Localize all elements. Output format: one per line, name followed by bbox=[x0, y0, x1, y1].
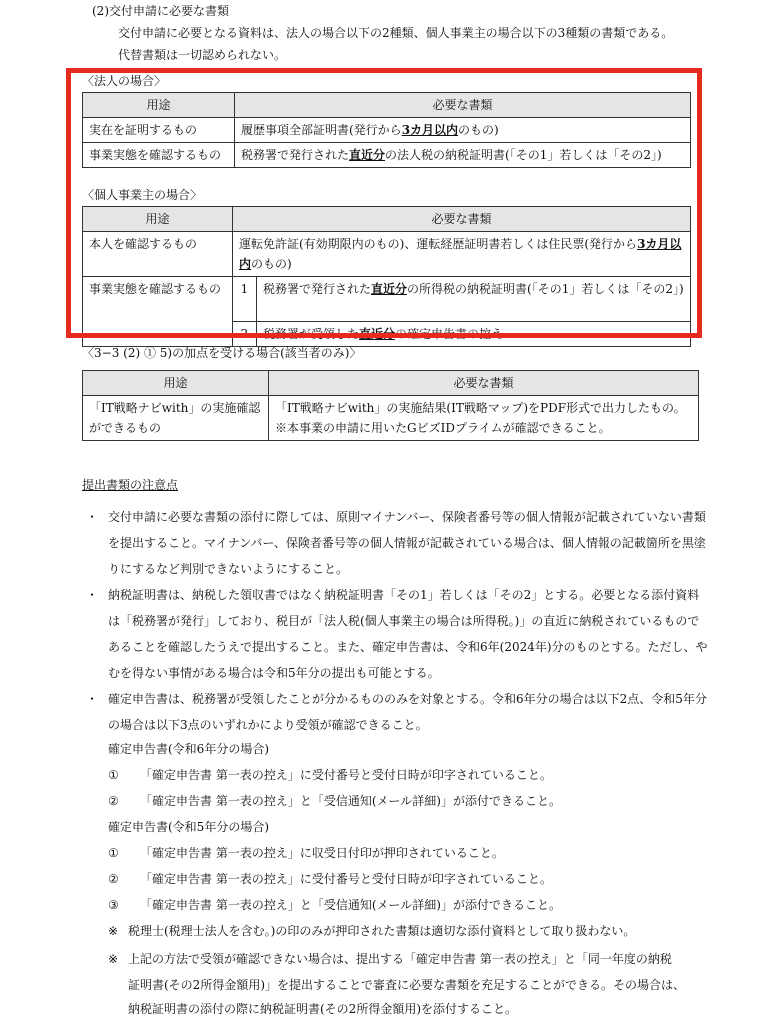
table-cell: 事業実態を確認するもの bbox=[83, 143, 235, 168]
list-marker: ② bbox=[108, 794, 119, 808]
remark: 上記の方法で受領が確認できない場合は、提出する「確定申告書 第一表の控え」と「同一年度の納税 bbox=[128, 952, 672, 966]
bullet: ・ bbox=[86, 692, 99, 706]
cell-text: の所得税の納税証明書(「その1」若しくは「その2」) bbox=[407, 282, 684, 296]
bonus-caption: 〈3−3 (2) ① 5)の加点を受ける場合(該当者のみ)〉 bbox=[82, 346, 362, 360]
cell-text: 税務署が受領した bbox=[263, 327, 360, 341]
column-header: 用途 bbox=[83, 207, 233, 232]
highlight-box bbox=[66, 68, 702, 338]
sole-caption: 〈個人事業主の場合〉 bbox=[82, 188, 203, 202]
list-item: 「確定申告書 第一表の控え」に収受日付印が押印されていること。 bbox=[140, 846, 504, 860]
emphasis: 3カ月以内 bbox=[239, 237, 682, 271]
list-marker: ① bbox=[108, 768, 119, 782]
remark-marker: ※ bbox=[108, 952, 119, 966]
note-1: 交付申請に必要な書類の添付に際しては、原則マイナンバー、保険者番号等の個人情報が記載されていない書類を提出すること。マイナンバー、保険者番号等の個人情報が記載されている場合は、個人情報の記載箇所を黒塗りにするなど判別できないようにすること。 bbox=[108, 510, 706, 576]
cell-text: のもの) bbox=[458, 123, 499, 137]
remark: 納税証明書の添付の際に納税証明書(その2所得金額用)を添付すること。 bbox=[128, 1002, 518, 1016]
list-marker: ③ bbox=[108, 898, 119, 912]
column-header: 用途 bbox=[83, 371, 269, 396]
table-cell: 「IT戦略ナビwith」の実施確認ができるもの bbox=[83, 396, 269, 441]
cell-text: 税務署で発行された bbox=[241, 148, 350, 162]
column-header: 用途 bbox=[83, 93, 235, 118]
cell-text: の法人税の納税証明書(「その1」若しくは「その2」) bbox=[385, 148, 662, 162]
note-3: 確定申告書は、税務署が受領したことが分かるもののみを対象とする。令和6年分の場合は以下2点、令和5年分の場合は以下3点のいずれかにより受領が確認できること。 bbox=[108, 692, 707, 732]
table-cell: 実在を証明するもの bbox=[83, 118, 235, 143]
cell-text: ※本事業の申請に用いたGビズIDプライムが確認できること。 bbox=[275, 421, 611, 435]
list-item: 「確定申告書 第一表の控え」と「受信通知(メール詳細)」が添付できること。 bbox=[140, 898, 561, 912]
intro-line-2: 代替書類は一切認められない。 bbox=[118, 48, 287, 62]
cell-text: 税務署で発行された bbox=[263, 282, 372, 296]
list-item: 「確定申告書 第一表の控え」に受付番号と受付日時が印字されていること。 bbox=[140, 768, 552, 782]
note-2: 納税証明書は、納税した領収書ではなく納税証明書「その1」若しくは「その2」とする。必要となる添付資料は「税務署が発行」しており、税目が「法人税(個人事業主の場合は所得税。)」の直近に納税されているものであることを確認したうえで提出すること。また、確定申告書は、令和6年(2024年)分のものとする。ただし、やむを得ない事情がある場合は令和5年分の提出も可能とする。 bbox=[108, 588, 708, 680]
bullet: ・ bbox=[86, 588, 99, 602]
list-item: 「確定申告書 第一表の控え」に受付番号と受付日時が印字されていること。 bbox=[140, 872, 552, 886]
table-cell: 本人を確認するもの bbox=[83, 232, 233, 277]
item-number: 2 bbox=[233, 322, 257, 347]
table-cell: 事業実態を確認するもの bbox=[83, 277, 233, 347]
emphasis: 直近分 bbox=[371, 282, 408, 296]
sub-heading: 確定申告書(令和5年分の場合) bbox=[108, 820, 269, 834]
table-cell bbox=[269, 396, 699, 441]
intro-line-1: 交付申請に必要となる資料は、法人の場合以下の2種類、個人事業主の場合以下の3種類の書類である。 bbox=[118, 26, 674, 40]
cell-text: 履歴事項全部証明書(発行から bbox=[241, 123, 402, 137]
cell-text: 「IT戦略ナビwith」の実施結果(IT戦略マップ)をPDF形式で出力したもの。 bbox=[275, 401, 686, 415]
column-header: 必要な書類 bbox=[269, 371, 699, 396]
remark: 証明書(その2所得金額用)」を提出することで審査に必要な書類を充足することができる。その場合は、 bbox=[128, 978, 686, 992]
notes-title: 提出書類の注意点 bbox=[82, 478, 179, 492]
section-heading: (2)交付申請に必要な書類 bbox=[92, 4, 229, 18]
emphasis: 直近分 bbox=[359, 327, 396, 341]
cell-text: のもの) bbox=[251, 257, 292, 271]
column-header: 必要な書類 bbox=[235, 93, 691, 118]
list-marker: ① bbox=[108, 846, 119, 860]
column-header: 必要な書類 bbox=[233, 207, 691, 232]
corp-caption: 〈法人の場合〉 bbox=[82, 74, 167, 88]
table-row bbox=[83, 396, 699, 441]
cell-text: 運転免許証(有効期限内のもの)、運転経歴証明書若しくは住民票(発行から bbox=[239, 237, 638, 251]
emphasis: 3カ月以内 bbox=[401, 123, 459, 137]
remark-marker: ※ bbox=[108, 924, 119, 938]
table-row bbox=[83, 371, 699, 396]
item-number: 1 bbox=[233, 277, 257, 322]
list-item: 「確定申告書 第一表の控え」と「受信通知(メール詳細)」が添付できること。 bbox=[140, 794, 561, 808]
bonus-table bbox=[82, 370, 699, 441]
bullet: ・ bbox=[86, 510, 99, 524]
emphasis: 直近分 bbox=[349, 148, 386, 162]
sub-heading: 確定申告書(令和6年分の場合) bbox=[108, 742, 269, 756]
cell-text: の確定申告書の控え bbox=[395, 327, 504, 341]
remark: 税理士(税理士法人を含む。)の印のみが押印された書類は適切な添付資料として取り扱わない。 bbox=[128, 924, 636, 938]
list-marker: ② bbox=[108, 872, 119, 886]
